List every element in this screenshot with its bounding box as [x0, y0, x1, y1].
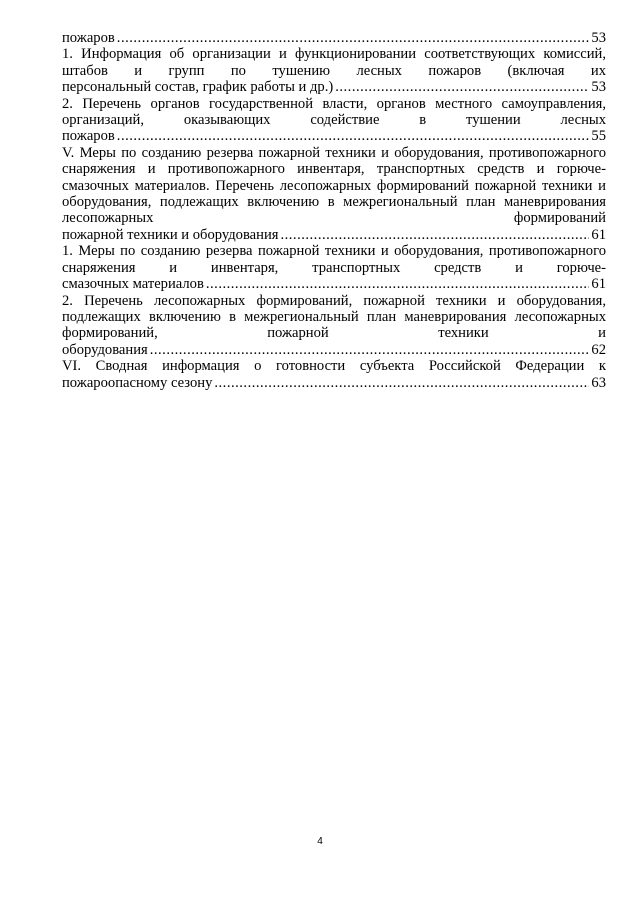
dot-leader: [206, 276, 590, 292]
toc-entry-last-text: персональный состав, график работы и др.): [62, 79, 334, 96]
toc-page-number: 63: [591, 374, 606, 391]
dot-leader: [117, 128, 590, 144]
toc-page-number: 61: [591, 276, 606, 293]
dot-leader: [214, 375, 589, 391]
toc-entry-fires[interactable]: [62, 30, 606, 46]
toc-entry-text: 2. Перечень лесопожарных формирований, пожарной техники и оборудования, подлежащих включению в межрегиональный план маневрирования лесопожарных формирований, пожарной техники и: [62, 292, 606, 342]
toc-page-number: 53: [591, 30, 606, 46]
toc-entry-last-line: [62, 79, 606, 95]
toc-entry-text: 1. Информация об организации и функционировании соответствующих комиссий, штабов и групп по тушению лесных пожаров (включая их: [62, 46, 606, 79]
dot-leader: [150, 342, 590, 358]
dot-leader: [280, 227, 589, 243]
toc-page-number: 55: [591, 128, 606, 145]
toc-entry-section-v[interactable]: [62, 145, 606, 243]
toc-entry-last-text: пожаров: [62, 128, 115, 145]
toc-entry-last-text: пожарной техники и оборудования: [62, 226, 279, 243]
toc-entry-text: 1. Меры по созданию резерва пожарной техники и оборудования, противопожарного снаряжения и инвентаря, транспортных средств и горюче-: [62, 243, 606, 276]
toc-entry-authorities-list[interactable]: [62, 96, 606, 145]
toc-entry-last-line: [62, 128, 606, 144]
dot-leader: [117, 30, 590, 46]
toc-entry-last-text: оборудования: [62, 341, 148, 358]
toc-entry-section-vi[interactable]: [62, 358, 606, 391]
toc-entry-text: V. Меры по созданию резерва пожарной техники и оборудования, противопожарного снаряжения и противопожарного инвентаря, транспортных средств и горюче-смазочных материалов. Перечень лесопожарных формирований пожарной техники и оборудования, подлежащих включению в межрегиональный план маневрирования лесопожарных формирований: [62, 144, 606, 227]
toc-page-number: 53: [591, 79, 606, 96]
toc-entry-last-line: [62, 342, 606, 358]
toc-entry-last-line: [62, 276, 606, 292]
dot-leader: [335, 79, 589, 95]
toc-entry-last-text: пожароопасному сезону: [62, 374, 213, 391]
toc-page-number: 62: [591, 341, 606, 358]
toc-entry-last-text: пожаров: [62, 30, 115, 46]
page-number: 4: [317, 836, 323, 847]
toc-entry-last-line: [62, 30, 606, 46]
toc-entry-text: VI. Сводная информация о готовности субъекта Российской Федерации к: [62, 358, 606, 375]
toc-entry-reserve-measures[interactable]: [62, 243, 606, 292]
toc-entry-last-text: смазочных материалов: [62, 276, 204, 293]
toc-entry-last-line: [62, 375, 606, 391]
toc-entry-formations-list[interactable]: [62, 293, 606, 359]
toc-entry-last-line: [62, 227, 606, 243]
toc-page-number: 61: [591, 226, 606, 243]
toc-entry-commissions-info[interactable]: [62, 46, 606, 95]
toc-entry-text: 2. Перечень органов государственной власти, органов местного самоуправления, организаций, оказывающих содействие в тушении лесных: [62, 95, 606, 129]
table-of-contents: [62, 30, 606, 391]
